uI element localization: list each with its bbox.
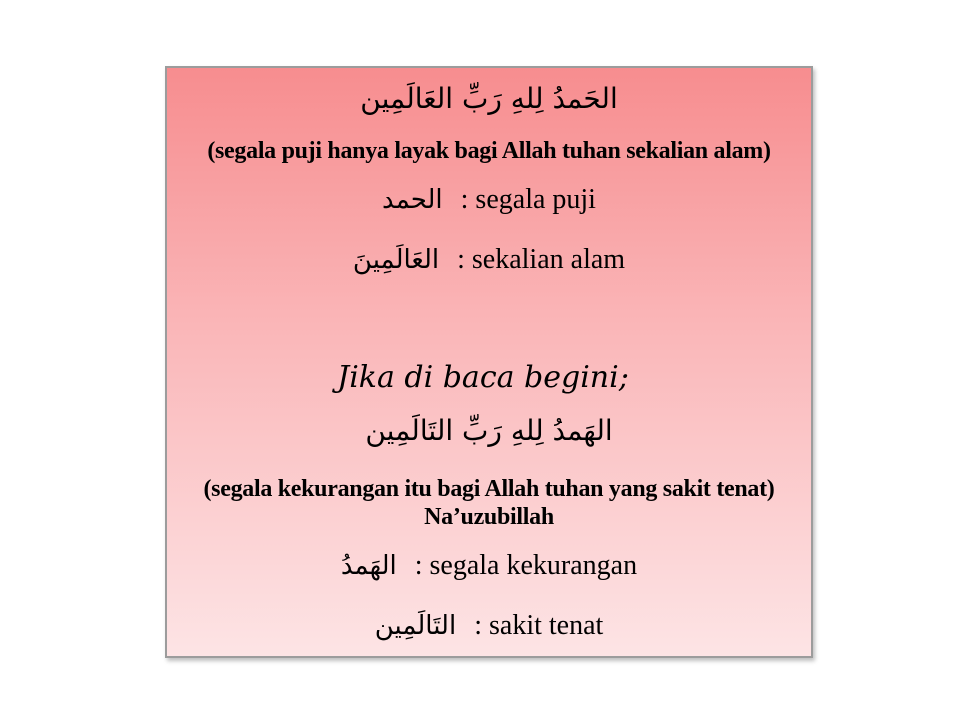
gloss-row-alamin xyxy=(167,244,811,276)
gloss-meaning-talamin: : sakit tenat xyxy=(474,610,604,641)
verse-meaning-correct: (segala puji hanya layak bagi Allah tuhan sekalian alam) xyxy=(207,138,771,164)
gloss-arabic-alamin: العَالَمِينَ xyxy=(352,245,440,275)
gloss-row-alhamd-wrong xyxy=(167,550,811,582)
gloss-row-alhamd xyxy=(167,184,811,216)
gloss-arabic-talamin: التَالَمِين xyxy=(374,611,457,641)
exclamation-text: Na’uzubillah xyxy=(424,504,554,530)
gloss-arabic-alhamd-wrong: الهَمدُ xyxy=(340,551,397,581)
verse-arabic-wrong: الهَمدُ لِلهِ رَبِّ التَالَمِين xyxy=(365,414,613,447)
content-panel xyxy=(165,66,813,658)
gloss-meaning-alamin: : sekalian alam xyxy=(457,244,626,275)
gloss-arabic-alhamd: الحمد xyxy=(382,185,443,215)
verse-meaning-wrong: (segala kekurangan itu bagi Allah tuhan yang sakit tenat) xyxy=(203,476,775,502)
verse-arabic-correct: الحَمدُ لِلهِ رَبِّ العَالَمِين xyxy=(360,82,618,115)
gloss-meaning-alhamd: : segala puji xyxy=(460,184,596,215)
gloss-meaning-alhamd-wrong: : segala kekurangan xyxy=(414,550,638,581)
gloss-row-talamin xyxy=(167,610,811,642)
intro-text: Jika di baca begini; xyxy=(337,360,629,395)
